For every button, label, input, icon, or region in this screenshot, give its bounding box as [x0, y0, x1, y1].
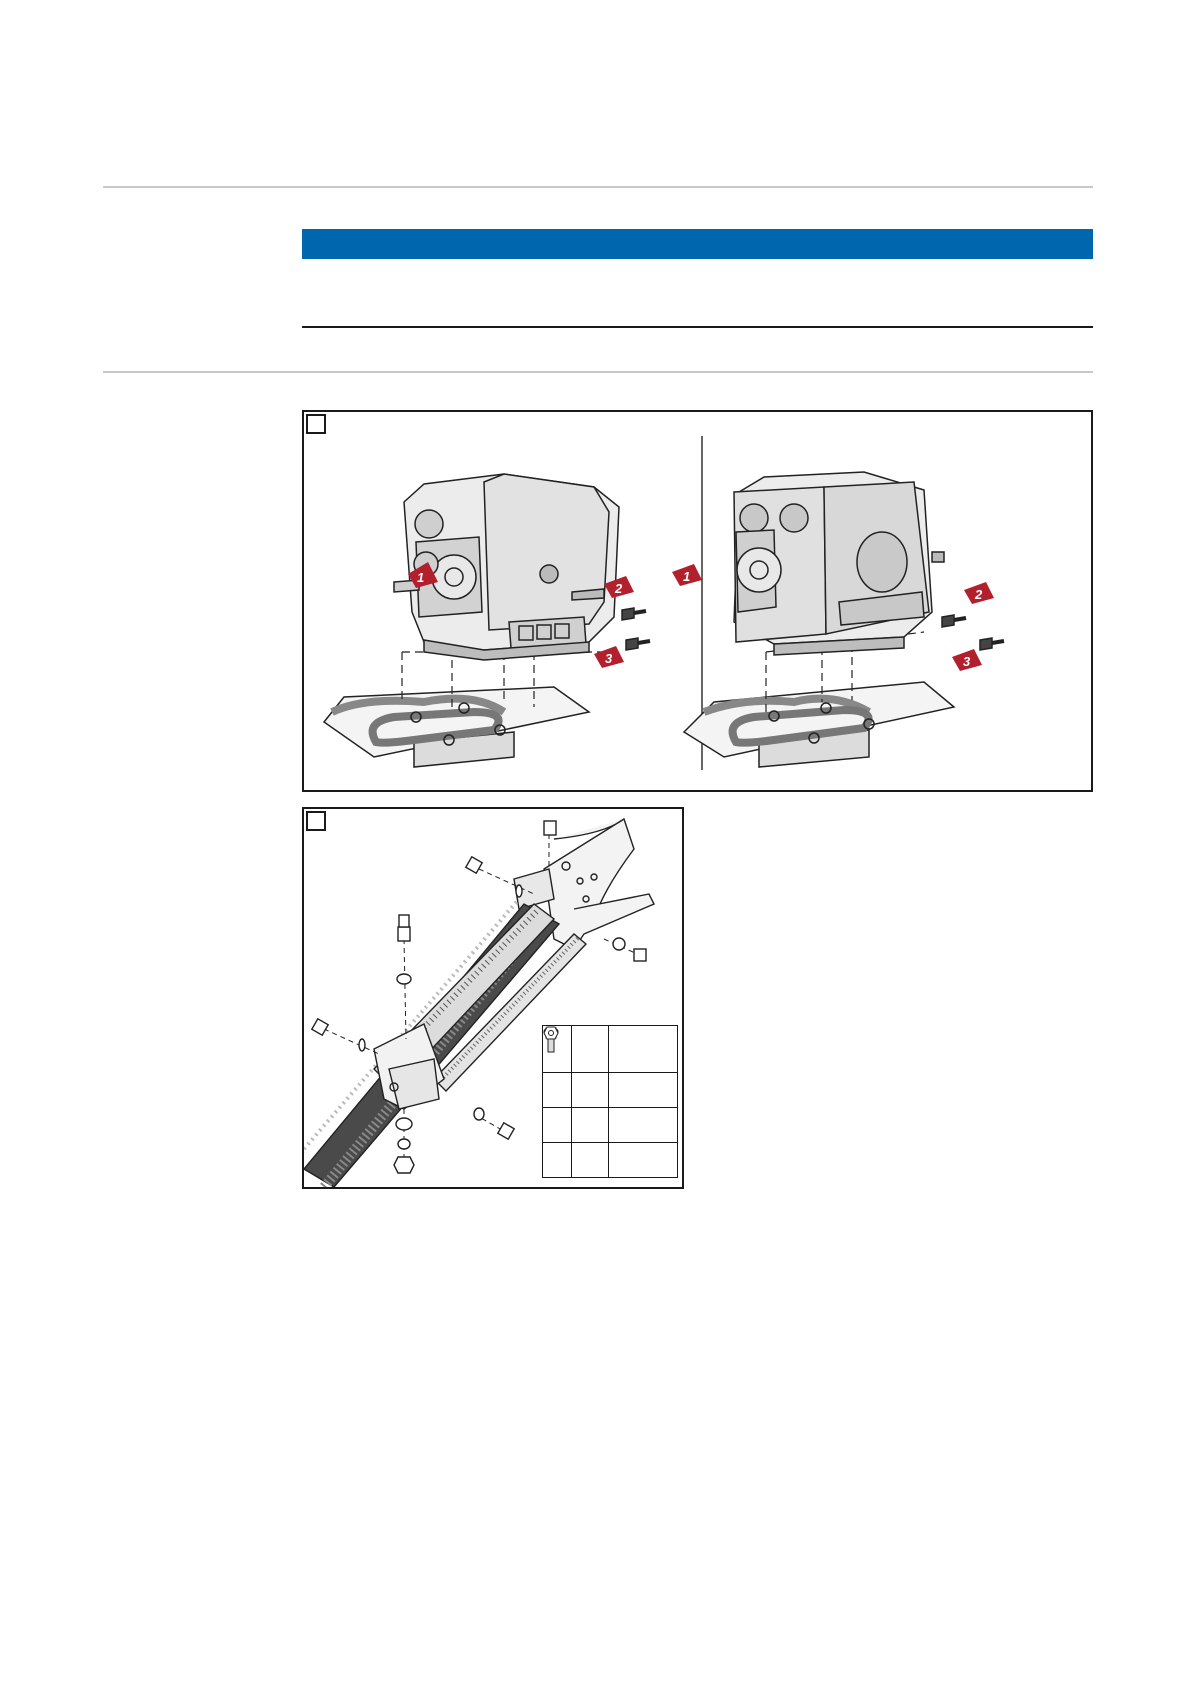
svg-text:1: 1	[683, 569, 691, 584]
part-desc	[609, 1026, 678, 1073]
svg-text:1: 1	[417, 570, 425, 585]
figure-wirefeeder-removal	[302, 410, 1093, 792]
nut-icon	[543, 1143, 572, 1178]
parts-list-table	[542, 1025, 678, 1178]
section-divider-top	[103, 186, 1093, 188]
table-row	[543, 1143, 678, 1178]
part-qty	[572, 1026, 609, 1073]
notice-header-bar	[302, 229, 1093, 259]
callout-arrow-2-right	[964, 582, 994, 604]
washer-icon	[543, 1108, 572, 1143]
table-row	[543, 1108, 678, 1143]
figure-hosepack-mounting	[302, 807, 684, 1189]
part-desc	[609, 1143, 678, 1178]
part-qty	[572, 1108, 609, 1143]
svg-text:2: 2	[615, 581, 623, 596]
notice-bottom-rule	[302, 326, 1093, 328]
part-qty	[572, 1073, 609, 1108]
callout-arrow-3-right	[952, 649, 982, 671]
svg-text:3: 3	[963, 654, 971, 669]
part-qty	[572, 1143, 609, 1178]
svg-text:3: 3	[605, 651, 613, 666]
table-row	[543, 1026, 678, 1073]
table-row	[543, 1073, 678, 1108]
notice-text	[302, 268, 1093, 318]
section-divider-middle	[103, 371, 1093, 373]
callout-arrow-3-left	[594, 646, 624, 668]
part-desc	[609, 1108, 678, 1143]
part-desc	[609, 1073, 678, 1108]
callout-arrow-1-right	[672, 564, 702, 586]
lock-washer-icon	[543, 1073, 572, 1108]
wirefeeder-illustration	[304, 412, 1091, 790]
svg-text:2: 2	[975, 587, 983, 602]
